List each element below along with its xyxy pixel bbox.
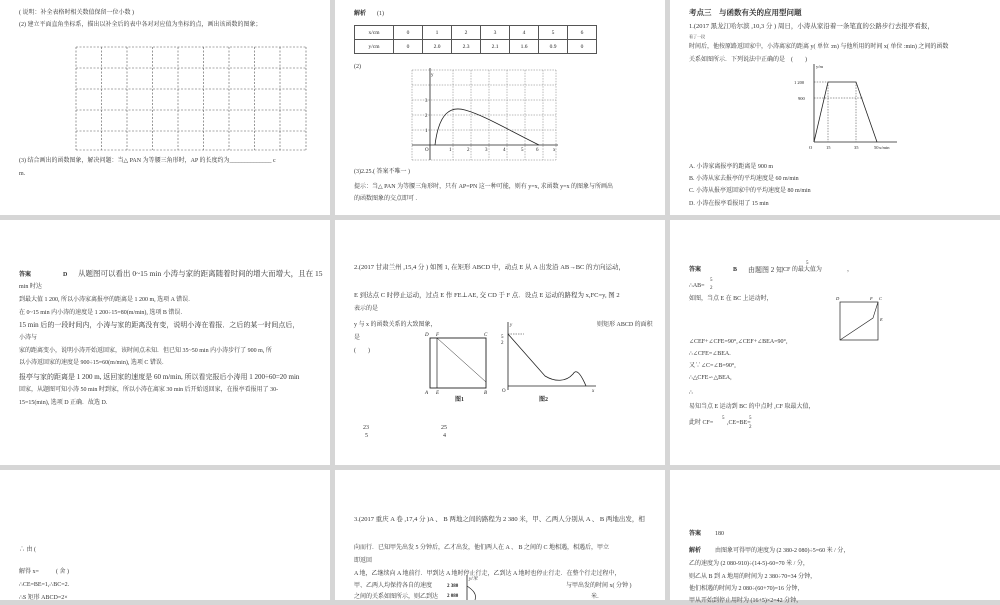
explanation-line: 从题图可以看出 0~15 min 小涛与家的距离随着时间的增大而增大，且在 15 <box>78 269 323 278</box>
answer-label: 答案 <box>689 267 702 273</box>
explanation-line: 15=15(min), 选项 D 正确．故选 D. <box>19 400 108 406</box>
explanation-line: min 时达 <box>19 284 42 290</box>
svg-text:C: C <box>879 296 883 301</box>
explanation-line: ∴AB= <box>689 283 705 289</box>
question-2-text: (2) 建立平面直角坐标系，描出以补全后的表中各对对应值为坐标的点，画出该函数的图象； <box>19 22 262 28</box>
origin-label: O <box>425 148 429 153</box>
y-tick-2080: 2 080 <box>447 594 459 599</box>
question-3-line-3: A 地，乙继续向 A 地前行．甲到达 A 地时停止行走，乙到达 A 地时也停止行走．在整个行走过程中， <box>354 571 621 577</box>
table-cell: 2.0 <box>423 40 452 54</box>
distance-line <box>814 82 877 142</box>
explanation-line: 到最大值 1 200, 所以小涛家离报亭的距离是 1 200 m, 选项 A 错误． <box>19 297 195 303</box>
svg-text:y: y <box>510 323 513 328</box>
part-2-label: (2) <box>354 64 361 70</box>
svg-text:5: 5 <box>501 335 504 340</box>
panel-question-grid <box>0 0 330 215</box>
distance-graph <box>447 572 487 600</box>
solution-line: 他们相遇的时间为 2 080÷(60+70)=16 分钟， <box>689 586 804 592</box>
explanation-line: 又∵∠C=∠B=90°, <box>689 363 736 369</box>
y-axis-label: y/米 <box>469 577 478 582</box>
table-cell: 0 <box>394 26 423 40</box>
svg-text:E: E <box>436 391 440 396</box>
answer-value: B <box>733 267 738 273</box>
section-title: 考点三 与函数有关的应用型问题 <box>689 8 802 17</box>
option-a[interactable]: A. 小涛家离报亭的距离是 900 m <box>689 164 774 170</box>
table-cell: 0.9 <box>539 40 568 54</box>
explanation-line: 此时 CF= <box>689 420 714 426</box>
solution-label: 解析 <box>354 11 367 17</box>
explanation-line: ∴△CFE∽△BEA, <box>689 375 732 381</box>
hint-line-1: 提示：当△ PAN 为等腰三角形时，只有 AP=PN 这一种可能，则有 y=x, 求函数 y=x 的图象与所画出 <box>354 184 614 190</box>
fraction-numerator: 5 <box>806 261 809 266</box>
option-fraction-1: 23 <box>363 425 369 431</box>
y-axis-label: y/m <box>816 64 824 69</box>
option-fraction-2-den: 4 <box>443 433 446 439</box>
answer-label: 答案 <box>19 272 32 278</box>
explanation-line: 以小涛返回家的速度是 900÷15=60(m/min), 选项 C 错误． <box>19 360 168 366</box>
distance-time-graph <box>785 62 900 152</box>
table-cell: 5 <box>539 26 568 40</box>
question-3-text: (3) 结合画出的函数图象，解决问题：当△ PAN 为等腰三角形时，AP 的长度约为______________ c <box>19 158 276 164</box>
fraction-denominator: 2 <box>710 286 713 291</box>
question-3-line-4: 甲、乙两人均保持各自的速度 <box>354 583 433 589</box>
svg-text:A: A <box>425 391 429 396</box>
explanation-line: ∴∠CFE=∠BEA. <box>689 351 731 357</box>
x-axis-label: x/min <box>879 145 890 150</box>
x-tick: 2 <box>467 148 470 153</box>
question-1-small: 看了一段 <box>689 34 705 39</box>
table-cell: 2.3 <box>452 40 481 54</box>
option-fraction-1-den: 5 <box>365 433 368 439</box>
answer-label: 答案 <box>689 531 702 537</box>
explanation-line: 在 0~15 min 内小涛的速度是 1 200÷15=80(m/min), 选项 B 错误． <box>19 310 187 316</box>
y-tick: 1 <box>425 129 428 134</box>
question-2-line-6: ( ) <box>354 348 370 354</box>
question-1-line-1: 1.(2017 黑龙江哈尔滨 ,10,3 分 ) 周日，小涛从家沿着一条笔直的公路步行去报亭看报， <box>689 23 934 30</box>
table-cell: 3 <box>481 26 510 40</box>
solution-line: 解得 x= <box>19 569 39 575</box>
svg-text:E: E <box>880 317 883 322</box>
question-3-line-1: 3.(2017 重庆 A 卷 ,17,4 分 )A 、 B 两地之间的路程为 2 380 米，甲、乙两人分别从 A 、 B 两地出发，相 <box>354 516 645 523</box>
solution-line: ∴S 矩形 ABCD=2× <box>19 595 68 601</box>
question-2-line-2: E 到达点 C 时停止运动，过点 E 作 FE⊥AE, 交 CD 于 F 点．设点 E 运动的路程为 x,FC=y, 图 2 <box>354 292 620 299</box>
solution-label: 解析 <box>689 548 702 554</box>
y-tick: 2 <box>425 114 428 119</box>
question-2-line-4b: 则矩形 ABCD 的面积 <box>597 322 653 328</box>
explanation-line: 15 min 后的一段时间内，小涛与家的距离没有变，说明小涛在看报．之后的某一时间点后， <box>19 321 300 329</box>
x-axis-label: x <box>553 148 556 153</box>
svg-text:O: O <box>502 389 506 394</box>
function-graph <box>403 62 563 162</box>
question-2-line-4: y 与 x 的函数关系的大致图象， <box>354 322 437 328</box>
table-cell: 4 <box>510 26 539 40</box>
panel-question-2 <box>335 220 665 465</box>
figure-1-label: 图1 <box>455 397 465 403</box>
explanation-line: 如图，当点 E 在 BC 上运动时， <box>689 296 773 302</box>
origin-label: O <box>809 145 813 150</box>
x-tick-15: 15 <box>826 145 831 150</box>
answer-value: D <box>63 272 68 278</box>
x-tick: 6 <box>536 148 539 153</box>
svg-text:D: D <box>425 333 429 338</box>
question-2-line-1: 2.(2017 甘肃兰州 ,15,4 分 ) 如图 1, 在矩形 ABCD 中，动点 E 从 A 出发沿 AB→BC 的方向运动， <box>354 264 626 271</box>
table-cell: 1.6 <box>510 40 539 54</box>
solution-line: ∴ 由 ( <box>19 547 36 553</box>
y-axis-label: y <box>431 73 434 78</box>
figure-2-label: 图2 <box>539 397 549 403</box>
explanation-line: 小涛与 <box>19 335 38 341</box>
svg-text:x: x <box>592 389 595 394</box>
fraction-denominator: 2 <box>749 425 752 430</box>
svg-text:D: D <box>836 296 840 301</box>
hint-line-2: 的函数图象的交点即可 . <box>354 196 418 202</box>
question-3-line-4b: 与甲出发的时间 x( 分钟 ) <box>566 583 632 589</box>
panel-answer-3 <box>670 470 1000 604</box>
x-tick: 3 <box>485 148 488 153</box>
table-cell: 1 <box>423 26 452 40</box>
answer-3-text: (3)2.25.( 答案不唯一 ) <box>354 169 410 175</box>
question-3-line-2: 向而行．已知甲先出发 5 分钟后，乙才出发，他们两人在 A 、 B 之间的 C 地相遇，相遇后，甲立 <box>354 545 610 551</box>
question-2-line-5: 是 <box>354 335 361 341</box>
solution-line: 由图象可得甲的速度为 (2 380-2 080)÷5=60 米 / 分， <box>715 548 850 554</box>
x-tick: 1 <box>449 148 452 153</box>
table-cell: 2.1 <box>481 40 510 54</box>
svg-text:F: F <box>436 333 440 338</box>
panel-application-question <box>670 0 1000 215</box>
explanation-line: 易知当点 E 运动到 BC 的中点时 ,CF 取最大值， <box>689 404 815 410</box>
fraction-numerator: 5 <box>749 416 752 421</box>
question-1-line-2: 时间后，他按原路返回家中，小涛离家的距离 y( 单位 :m) 与他所用的时间 x( 单位 :min) 之间的函数 <box>689 44 949 50</box>
explanation-line: ∴ <box>689 390 693 396</box>
table-cell: y/cm <box>355 40 394 54</box>
table-cell: x/cm <box>355 26 394 40</box>
explanation-line: ， <box>847 267 854 273</box>
option-b[interactable]: B. 小涛从家去报亭的平均速度是 60 m/min <box>689 176 799 182</box>
option-c[interactable]: C. 小涛从报亭返回家中的平均速度是 80 m/min <box>689 188 811 194</box>
x-tick: 5 <box>521 148 524 153</box>
option-d[interactable]: D. 小涛在报亭看报用了 15 min <box>689 201 769 207</box>
x-tick: 4 <box>503 148 506 153</box>
part-1-label: (1) <box>377 11 384 17</box>
explanation-line: ,CE=BE= <box>727 420 751 426</box>
y-tick-2380: 2 380 <box>447 584 459 589</box>
blank-grid <box>75 46 307 151</box>
explanation-line: 家的距离变小，说明小涛开始返回家，该时间点未知．但已知 35~50 min 内小涛步行了 900 m, 所 <box>19 348 272 354</box>
question-1-line-3: 关系如图所示．下列说法中正确的是 ( ) <box>689 57 807 63</box>
solution-line: ∴CE=BE=1,∴BC=2. <box>19 582 70 588</box>
panel-answer-2 <box>670 220 1000 465</box>
svg-text:B: B <box>484 391 488 396</box>
svg-text:F: F <box>870 296 873 301</box>
panel-answer-1 <box>0 220 330 465</box>
explanation-line: 回家，从题图可知小涛 50 min 时到家，所以小涛在离家 30 min 后开始返回家，在报亭看报用了 30- <box>19 387 279 393</box>
explanation-line: 由题图 2 知 <box>748 266 783 274</box>
table-cell: 0 <box>394 40 423 54</box>
question-3-line-5: 之间的关系如图所示，则乙到达 <box>354 594 439 600</box>
question-2-line-3: 表示的是 <box>354 306 379 312</box>
fraction-numerator: 5 <box>722 416 725 421</box>
note-text: ( 说明：补全表格时相关数值保留一位小数 ) <box>19 10 134 16</box>
panel-solution-cont <box>0 470 330 600</box>
y-tick-1200: 1 200 <box>794 80 805 85</box>
values-table <box>354 25 597 54</box>
fraction-numerator: 5 <box>710 278 713 283</box>
y-tick: 3 <box>425 99 428 104</box>
svg-text:2: 2 <box>501 341 504 346</box>
y-tick-900: 900 <box>798 96 805 101</box>
solution-line: 则乙从 B 到 A 地用的时间为 2 380÷70=34 分钟， <box>689 574 817 580</box>
table-cell: 6 <box>568 26 597 40</box>
explanation-line: ∠CEF+∠CFE=90°,∠CEF+∠BEA=90°, <box>689 339 788 345</box>
rectangle-figure <box>835 293 885 343</box>
solution-line: ( 舍 ) <box>56 569 69 575</box>
figure-1-rectangle <box>423 328 493 398</box>
svg-text:C: C <box>484 333 488 338</box>
answer-value: 180 <box>715 531 724 537</box>
x-tick-50: 50 <box>874 145 879 150</box>
table-cell: 0 <box>568 40 597 54</box>
explanation-line: 报亭与家的距离是 1 200 m, 返回家的速度是 60 m/min, 所以看完报后小涛用 1 200÷60=20 min <box>19 373 300 381</box>
option-fraction-2: 25 <box>441 425 447 431</box>
solution-line: 乙的速度为 (2 080-910)÷(14-5)-60=70 米 / 分， <box>689 561 809 567</box>
solution-line: 甲从开始到停止用时为 (16+5)×2=42 分钟， <box>689 598 803 604</box>
figure-2-graph <box>500 320 600 395</box>
panel-solution-table <box>335 0 665 215</box>
x-tick-35: 35 <box>854 145 859 150</box>
question-3-line-2b: 即返回 <box>354 558 373 564</box>
question-3-tail: m. <box>19 171 26 177</box>
table-cell: 2 <box>452 26 481 40</box>
function-curve <box>435 109 539 145</box>
panel-question-3 <box>335 470 665 600</box>
question-3-line-5b: 米． <box>591 594 604 600</box>
explanation-line: CF 的最大值为 <box>783 267 822 273</box>
